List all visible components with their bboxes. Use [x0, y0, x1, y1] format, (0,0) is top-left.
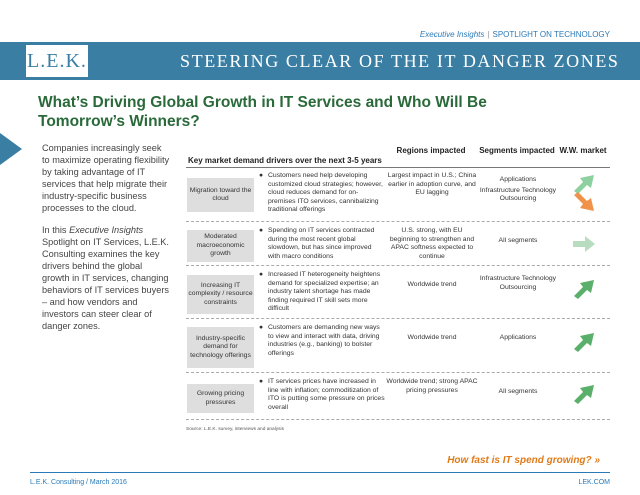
description-text: IT services prices have increased in line with inflation; commoditization of ITO is putting some pressure on prices overall	[268, 378, 385, 411]
region-impact: Worldwide trend	[407, 281, 457, 288]
series-name: Executive Insights	[419, 30, 485, 39]
header-segments: Segments impacted	[479, 146, 555, 155]
trend-up-arrow-icon	[571, 330, 597, 352]
bullet-dot-icon: ●	[259, 172, 264, 179]
segment-impact	[479, 176, 557, 204]
segment-impact	[479, 275, 557, 292]
spend-growth-link[interactable]: How fast is IT spend growing? »	[447, 455, 600, 466]
driver-label: Growing pricing pressures	[187, 384, 254, 413]
bullet-dot-icon: ●	[259, 271, 264, 278]
segment-impact	[479, 388, 557, 397]
description-text: Customers are demanding new ways to view and interact with data, driving industries (e.g., banking) to bolster offerings	[268, 324, 380, 357]
region-impact: Worldwide trend; strong APAC pricing pressures	[386, 378, 478, 394]
banner-title: STEERING CLEAR OF THE IT DANGER ZONES	[180, 51, 620, 71]
driver-label: Industry-specific demand for technology offerings	[187, 327, 254, 368]
intro-text	[42, 142, 170, 342]
segment-label: All segments	[498, 237, 538, 244]
footer-website-link[interactable]: LEK.COM	[578, 479, 610, 486]
trend-up-arrow-icon	[571, 382, 597, 404]
driver-description	[259, 378, 385, 412]
table-header-rule	[186, 167, 610, 168]
header-regions: Regions impacted	[396, 146, 466, 155]
segment-label: All segments	[498, 388, 538, 395]
footer-left: L.E.K. Consulting / March 2016	[30, 479, 127, 486]
trend-flat-arrow-icon	[571, 233, 597, 255]
description-text: Increased IT heterogeneity heightens demand for specialized expertise; an industry talent shortage has made finding required IT skill sets more difficult	[268, 271, 381, 312]
segment-label: Applications	[499, 334, 537, 341]
table-row	[186, 269, 610, 319]
bullet-dot-icon: ●	[259, 227, 264, 234]
region-impact: Worldwide trend	[407, 334, 457, 341]
header-drivers: Key market demand drivers over the next 3-5 years	[188, 156, 382, 165]
triangle-pointer-icon	[0, 133, 22, 165]
driver-description	[259, 227, 385, 261]
driver-description	[259, 271, 385, 314]
row-divider	[186, 419, 610, 420]
trend-down-arrow-icon	[571, 192, 597, 214]
source-note: Source: L.E.K. survey, interviews and analysis	[186, 427, 285, 432]
trend-up-arrow-icon	[571, 172, 597, 194]
page-headline: What’s Driving Global Growth in IT Services and Who Will Be Tomorrow’s Winners?	[38, 94, 487, 130]
row-divider	[186, 372, 610, 373]
segment-label: Applications	[499, 176, 537, 183]
driver-description	[259, 172, 385, 215]
segment-label: Infrastructure Technology Outsourcing	[479, 275, 557, 291]
header-ww-market: W.W. market	[559, 146, 607, 155]
segment-impact	[479, 237, 557, 246]
bullet-dot-icon: ●	[259, 378, 264, 385]
intro-paragraph-1: Companies increasingly seek to maximize operating flexibility by taking advantage of IT services that help migrate their industry-specific business processes to the cloud.	[42, 143, 170, 213]
driver-description	[259, 324, 385, 358]
trend-up-arrow-icon	[571, 277, 597, 299]
row-divider	[186, 265, 610, 266]
region-impact: U.S. strong, with EU beginning to strengthen and APAC softness expected to continue	[389, 227, 475, 260]
segment-label: Infrastructure Technology Outsourcing	[479, 186, 557, 202]
row-divider	[186, 318, 610, 319]
table-row	[186, 170, 610, 222]
separator: |	[487, 30, 490, 39]
table-row	[186, 376, 610, 420]
table-row	[186, 225, 610, 266]
header-topline	[420, 30, 610, 39]
section-name: SPOTLIGHT ON TECHNOLOGY	[492, 30, 610, 39]
bullet-dot-icon: ●	[259, 324, 264, 331]
region-impact: Largest impact in U.S.; China earlier in adoption curve, and EU lagging	[387, 172, 477, 196]
table-row	[186, 322, 610, 373]
driver-label: Increasing IT complexity / resource constraints	[187, 275, 254, 314]
driver-label: Moderated macroeconomic growth	[187, 230, 254, 262]
driver-label: Migration toward the cloud	[187, 178, 254, 212]
segment-impact	[479, 334, 557, 343]
footer-rule	[30, 472, 610, 473]
lek-logo[interactable]: L.E.K.	[26, 45, 88, 77]
description-text: Customers need help developing customized cloud strategies; however, cloud reduces demand for on-premises ITO services, cannibalizing traditional offerings	[268, 172, 383, 213]
title-banner	[0, 42, 640, 80]
row-divider	[186, 221, 610, 222]
description-text: Spending on IT services contracted during the most recent global slowdown, but has since improved with macro conditions	[268, 227, 375, 260]
intro-paragraph-2: In this Executive Insights Spotlight on IT Services, L.E.K. Consulting examines the key drivers behind the global growth in IT services, changing behaviors of IT services buyers – and how vendors and investors can steer clear of danger zones.	[42, 225, 169, 331]
